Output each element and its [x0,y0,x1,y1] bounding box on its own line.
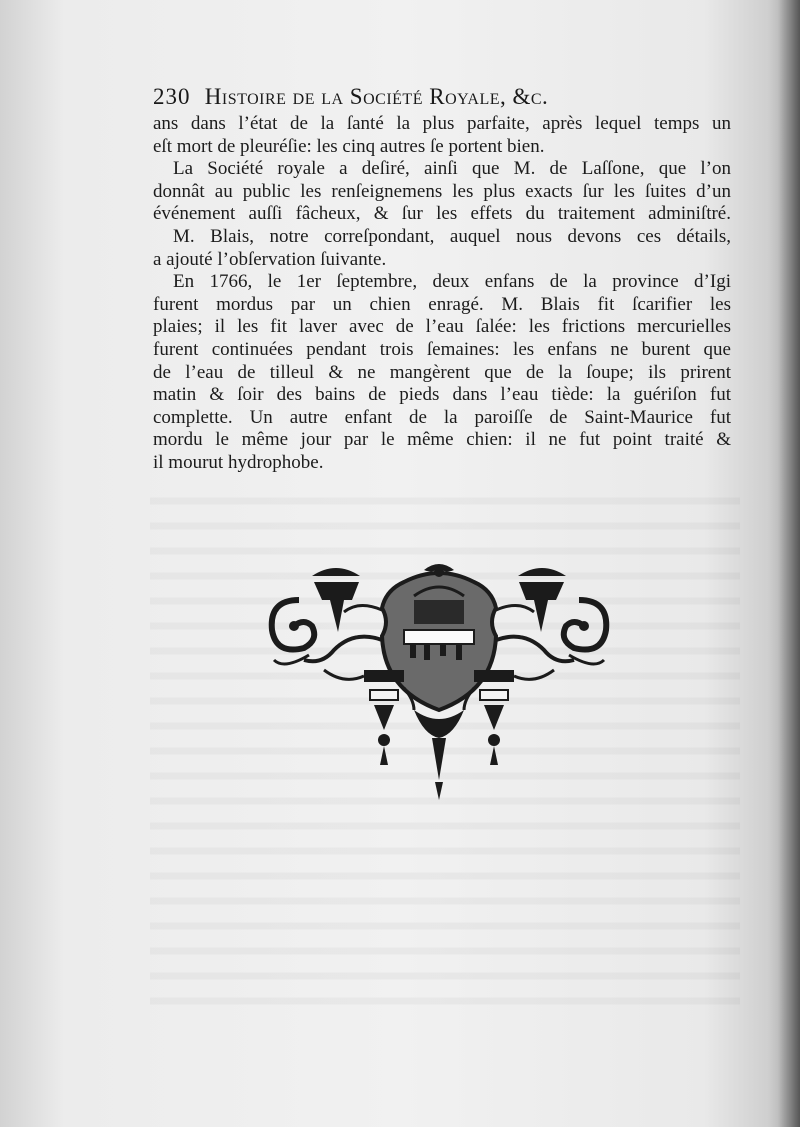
text-line: matin & ſoir des bains de pieds dans l’eau tiède: la guériſon fut [153,384,731,406]
text-line: complette. Un autre enfant de la paroiſſe de Saint-Maurice fut [153,406,731,428]
text-line: furent mordus par un chien enragé. M. Blais fit ſcarifier les [153,293,731,315]
text-line: de l’eau de tilleul & ne mangèrent que de la ſoupe; ils prirent [153,361,731,383]
text-line: donnât au public les renſeignemens les plus exacts ſur les ſuites d’un [153,180,731,202]
page-number: 230 [153,84,191,109]
text-line: M. Blais, notre correſpondant, auquel nous devons ces détails, [173,225,731,247]
running-title: Histoire de la Société Royale, &c. [204,84,549,109]
text-line: mordu le même jour par le même chien: il ne fut point traité & [153,429,731,451]
page-gutter-shadow [778,0,800,1127]
text-line: événement auſſi fâcheux, & ſur les effets du traitement adminiſtré. [153,203,731,225]
text-line: En 1766, le 1er ſeptembre, deux enfans de la province d’Igi [173,271,731,293]
text-line: La Société royale a deſiré, ainſi que M. de Laſſone, que l’on [173,158,731,180]
text-line: ans dans l’état de la ſanté la plus parfaite, après lequel temps un [153,113,731,134]
text-line: a ajouté l’obſervation ſuivante. [153,248,387,270]
running-head [153,84,733,110]
text-line: il mourut hydrophobe. [153,451,324,473]
tailpiece-ornament-icon [264,560,614,805]
body-text [153,113,731,475]
text-line: eſt mort de pleuréſie: les cinq autres ſe portent bien. [153,135,545,157]
text-line: plaies; il les fit laver avec de l’eau ſalée: les frictions mercurielles [153,316,731,338]
text-line: furent continuées pendant trois ſemaines: les enfans ne burent que [153,338,731,360]
